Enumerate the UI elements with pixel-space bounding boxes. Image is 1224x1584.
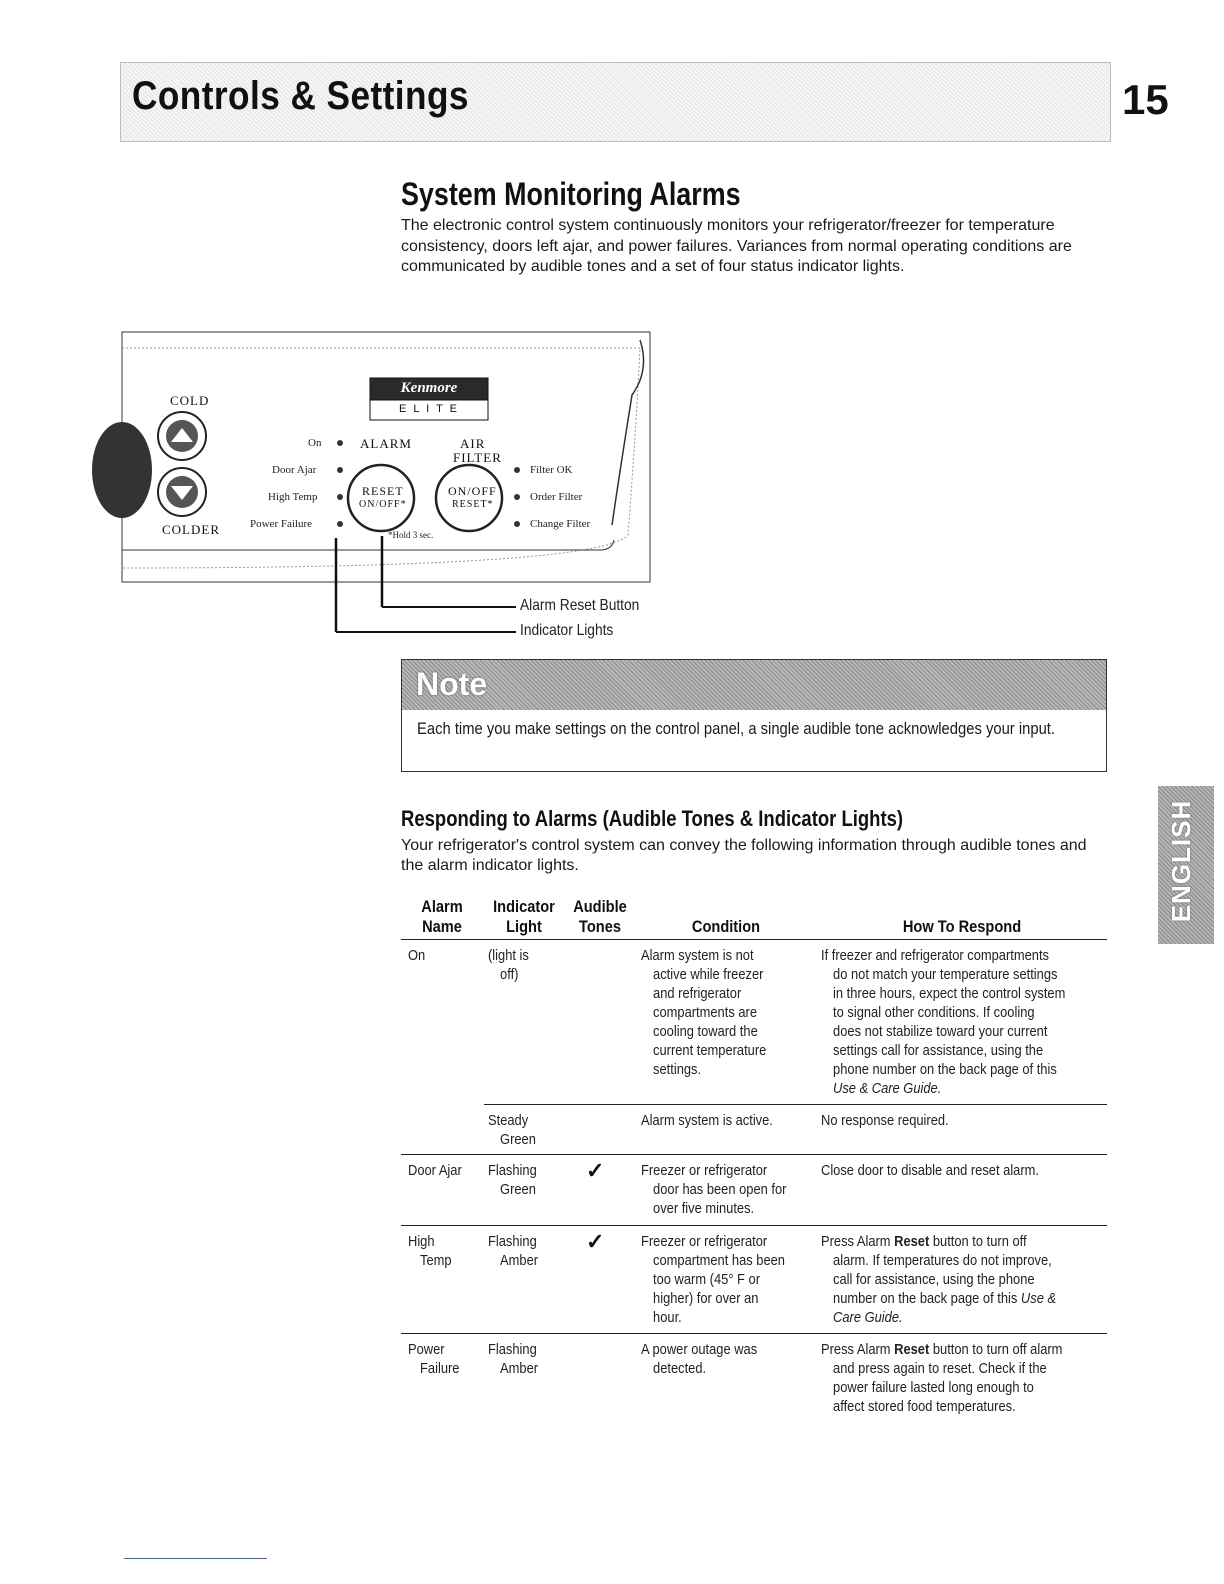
respond-line: settings call for assistance, using the: [833, 1042, 1044, 1059]
name-line: High: [408, 1233, 435, 1250]
section-intro: The electronic control system continuously monitors your refrigerator/freezer for temperature consistency, doors left ajar, and power failures. Variances from normal operating conditions are communicated by audible tones and a set of four status indicator lights.: [401, 217, 1072, 275]
condition-line: hour.: [653, 1309, 682, 1326]
page-title: Controls & Settings: [132, 74, 469, 118]
light-line: Flashing: [488, 1162, 537, 1179]
row-door-ajar-name: Door Ajar: [408, 1162, 462, 1179]
light-line: Green: [500, 1131, 536, 1148]
respond-text: button to turn off alarm: [929, 1341, 1063, 1358]
condition-line: compartments are: [653, 1004, 758, 1021]
header-light: Light: [506, 917, 542, 936]
respond-text: Press Alarm: [821, 1233, 895, 1250]
brand-sub: E L I T E: [399, 403, 459, 415]
row-high-temp-tone-check: ✓: [586, 1229, 605, 1254]
respond-line: [821, 1340, 1062, 1359]
row-steady-respond: No response required.: [821, 1112, 949, 1129]
row-rule: [401, 1333, 1107, 1334]
respond-text: button to turn off: [929, 1233, 1027, 1250]
respond-line: do not match your temperature settings: [833, 966, 1058, 983]
header-audible: Audible: [573, 897, 627, 916]
responding-title: Responding to Alarms (Audible Tones & Indicator Lights): [401, 806, 904, 831]
respond-line: and press again to reset. Check if the: [833, 1360, 1047, 1377]
language-side-tab[interactable]: [1158, 786, 1214, 944]
condition-line: Freezer or refrigerator: [641, 1233, 768, 1250]
row-door-ajar-condition: [641, 1161, 786, 1218]
condition-line: higher) for over an: [653, 1290, 759, 1307]
condition-line: over five minutes.: [653, 1200, 755, 1217]
respond-line: power failure lasted long enough to: [833, 1379, 1034, 1396]
respond-line: [821, 1289, 1056, 1308]
light-line: Flashing: [488, 1233, 537, 1250]
condition-line: too warm (45° F or: [653, 1271, 761, 1288]
respond-italic: Use &: [1020, 1290, 1057, 1307]
cold-label: COLD: [170, 393, 210, 408]
onoff-button-sub: RESET*: [452, 499, 494, 510]
reset-button-sub: ON/OFF*: [359, 499, 407, 510]
respond-line: alarm. If temperatures do not improve,: [833, 1252, 1052, 1269]
respond-bold: Reset: [894, 1233, 930, 1250]
condition-line: Freezer or refrigerator: [641, 1162, 768, 1179]
name-line: Power: [408, 1341, 445, 1358]
alarm-label: ALARM: [360, 436, 412, 451]
hold-note: *Hold 3 sec.: [388, 530, 434, 540]
header-indicator-light: [490, 897, 559, 937]
light-label-filter-ok: Filter OK: [530, 464, 573, 476]
row-on-name: On: [408, 947, 426, 964]
light-line: (light is: [488, 947, 529, 964]
condition-line: current temperature: [653, 1042, 767, 1059]
header-indicator: Indicator: [493, 897, 555, 916]
row-high-temp-condition: [641, 1232, 785, 1327]
light-label-on: On: [308, 437, 322, 449]
condition-line: compartment has been: [653, 1252, 785, 1269]
light-line: off): [500, 966, 519, 983]
header-how-to-respond: How To Respond: [902, 917, 1022, 936]
row-on-condition: [641, 946, 766, 1079]
condition-line: door has been open for: [653, 1181, 787, 1198]
condition-line: settings.: [653, 1061, 702, 1078]
respond-line: Use & Care Guide.: [833, 1080, 942, 1097]
condition-line: cooling toward the: [653, 1023, 758, 1040]
row-power-failure-respond: [821, 1340, 1062, 1416]
name-line: Failure: [420, 1360, 460, 1377]
row-steady-condition: Alarm system is active.: [641, 1112, 773, 1129]
row-power-failure-light: [488, 1340, 538, 1378]
light-label-change-filter: Change Filter: [530, 518, 591, 530]
light-label-power-failure: Power Failure: [250, 518, 313, 530]
row-rule: [484, 1104, 1107, 1105]
respond-line: If freezer and refrigerator compartments: [821, 947, 1049, 964]
responding-intro: Your refrigerator's control system can convey the following information through audible tones and the alarm indicator lights.: [401, 837, 1087, 874]
table-header-rule: [401, 939, 1107, 940]
row-power-failure-name: [408, 1340, 459, 1378]
respond-line: phone number on the back page of this: [833, 1061, 1057, 1078]
side-tab-label: ENGLISH: [1166, 799, 1196, 923]
light-label-door-ajar: Door Ajar: [272, 464, 317, 476]
row-rule: [401, 1225, 1107, 1226]
row-high-temp-respond: [821, 1232, 1056, 1327]
row-on-light: [488, 946, 529, 984]
light-line: Steady: [488, 1112, 529, 1129]
respond-line: affect stored food temperatures.: [833, 1398, 1016, 1415]
light-label-high-temp: High Temp: [268, 491, 318, 503]
reset-button-label: RESET: [362, 484, 404, 498]
row-door-ajar-tone-check: ✓: [586, 1158, 605, 1183]
onoff-button-label: ON/OFF: [448, 484, 497, 498]
row-steady-light: [488, 1111, 536, 1149]
respond-line: [821, 1232, 1056, 1251]
section-title: System Monitoring Alarms: [401, 176, 741, 212]
respond-bold: Reset: [894, 1341, 930, 1358]
row-high-temp-name: [408, 1232, 452, 1270]
air-label: AIR: [460, 436, 486, 451]
respond-line: to signal other conditions. If cooling: [833, 1004, 1035, 1021]
light-line: Flashing: [488, 1341, 537, 1358]
light-line: Amber: [500, 1252, 539, 1269]
callout-indicator-lights: Indicator Lights: [520, 622, 614, 639]
condition-line: A power outage was: [641, 1341, 758, 1358]
respond-text: Press Alarm: [821, 1341, 895, 1358]
light-line: Amber: [500, 1360, 539, 1377]
header-tones: Tones: [579, 917, 621, 936]
page-number: 15: [1122, 76, 1169, 123]
row-door-ajar-light: [488, 1161, 537, 1199]
header-audible-tones: [569, 897, 631, 937]
row-door-ajar-respond: Close door to disable and reset alarm.: [821, 1162, 1039, 1179]
callout-alarm-reset-button: Alarm Reset Button: [520, 597, 640, 614]
header-alarm: Alarm: [421, 897, 463, 916]
respond-line: Care Guide.: [833, 1309, 903, 1326]
colder-label: COLDER: [162, 522, 220, 537]
respond-text: number on the back page of this: [833, 1290, 1021, 1307]
note-title: Note: [416, 666, 488, 702]
respond-line: call for assistance, using the phone: [833, 1271, 1035, 1288]
footer-rule: [124, 1558, 267, 1559]
condition-line: and refrigerator: [653, 985, 742, 1002]
light-label-order-filter: Order Filter: [530, 491, 583, 503]
row-high-temp-light: [488, 1232, 538, 1270]
filter-label: FILTER: [453, 450, 502, 465]
row-power-failure-condition: [641, 1340, 757, 1378]
light-line: Green: [500, 1181, 536, 1198]
header-condition: Condition: [691, 917, 761, 936]
row-rule: [401, 1154, 1107, 1155]
header-alarm-name: [409, 897, 474, 937]
condition-line: detected.: [653, 1360, 707, 1377]
brand-logo: Kenmore: [400, 380, 458, 396]
header-name: Name: [422, 917, 462, 936]
respond-line: does not stabilize toward your current: [833, 1023, 1048, 1040]
condition-line: active while freezer: [653, 966, 764, 983]
name-line: Temp: [420, 1252, 452, 1269]
respond-line: in three hours, expect the control system: [833, 985, 1066, 1002]
condition-line: Alarm system is not: [641, 947, 754, 964]
row-on-respond: [821, 946, 1065, 1098]
note-text: Each time you make settings on the control panel, a single audible tone acknowledges your input.: [417, 719, 1056, 738]
